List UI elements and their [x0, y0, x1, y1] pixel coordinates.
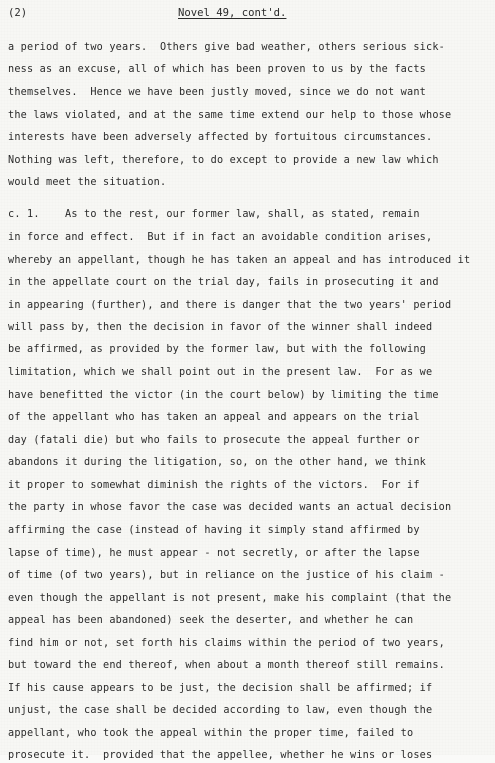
text-line: Nothing was left, therefore, to do except to provide a new law which	[8, 155, 439, 166]
text-line: will pass by, then the decision in favor of the winner shall indeed	[8, 322, 433, 333]
text-line: themselves. Hence we have been justly moved, since we do not want	[8, 87, 427, 98]
text-line: find him or not, set forth his claims within the period of two years,	[8, 638, 446, 649]
text-line: c. 1. As to the rest, our former law, shall, as stated, remain	[8, 209, 420, 220]
text-line: but toward the end thereof, when about a month thereof still remains.	[8, 660, 446, 671]
text-line: appellant, who took the appeal within the proper time, failed to	[8, 728, 414, 739]
page-number: (2)	[8, 7, 28, 19]
text-line: prosecute it. provided that the appellee, whether he wins or loses	[8, 750, 433, 761]
text-line: lapse of time), he must appear - not secretly, or after the lapse	[8, 548, 420, 559]
text-line: the party in whose favor the case was decided wants an actual decision	[8, 502, 452, 513]
text-line: the laws violated, and at the same time extend our help to those whose	[8, 110, 452, 121]
text-line: would meet the situation.	[8, 177, 167, 188]
text-line: abandons it during the litigation, so, on the other hand, we think	[8, 457, 427, 468]
text-line: unjust, the case shall be decided according to law, even though the	[8, 705, 433, 716]
text-line: in force and effect. But if in fact an avoidable condition arises,	[8, 232, 433, 243]
text-line: ness as an excuse, all of which has been proven to us by the facts	[8, 64, 427, 75]
text-line: of the appellant who has taken an appeal and appears on the trial	[8, 412, 420, 423]
text-line: whereby an appellant, though he has taken an appeal and has introduced it	[8, 255, 471, 266]
text-line: of time (of two years), but in reliance on the justice of his claim -	[8, 570, 446, 581]
text-line: be affirmed, as provided by the former law, but with the following	[8, 344, 427, 355]
text-line: it proper to somewhat diminish the rights of the victors. For if	[8, 480, 420, 491]
text-line: have benefitted the victor (in the court below) by limiting the time	[8, 390, 439, 401]
text-line: in the appellate court on the trial day, fails in prosecuting it and	[8, 277, 439, 288]
text-line: If his cause appears to be just, the decision shall be affirmed; if	[8, 683, 433, 694]
text-line: appeal has been abandoned) seek the deserter, and whether he can	[8, 615, 414, 626]
text-line: affirming the case (instead of having it simply stand affirmed by	[8, 525, 420, 536]
text-line: interests have been adversely affected by fortuitous circumstances.	[8, 132, 433, 143]
text-line: in appearing (further), and there is danger that the two years' period	[8, 300, 452, 311]
text-line: day (fatali die) but who fails to prosecute the appeal further or	[8, 435, 420, 446]
page-title: Novel 49, cont'd.	[178, 7, 287, 19]
text-line: even though the appellant is not present, make his complaint (that the	[8, 593, 452, 604]
text-line: limitation, which we shall point out in the present law. For as we	[8, 367, 433, 378]
text-line: a period of two years. Others give bad weather, others serious sick-	[8, 42, 446, 53]
document-body	[8, 0, 494, 761]
